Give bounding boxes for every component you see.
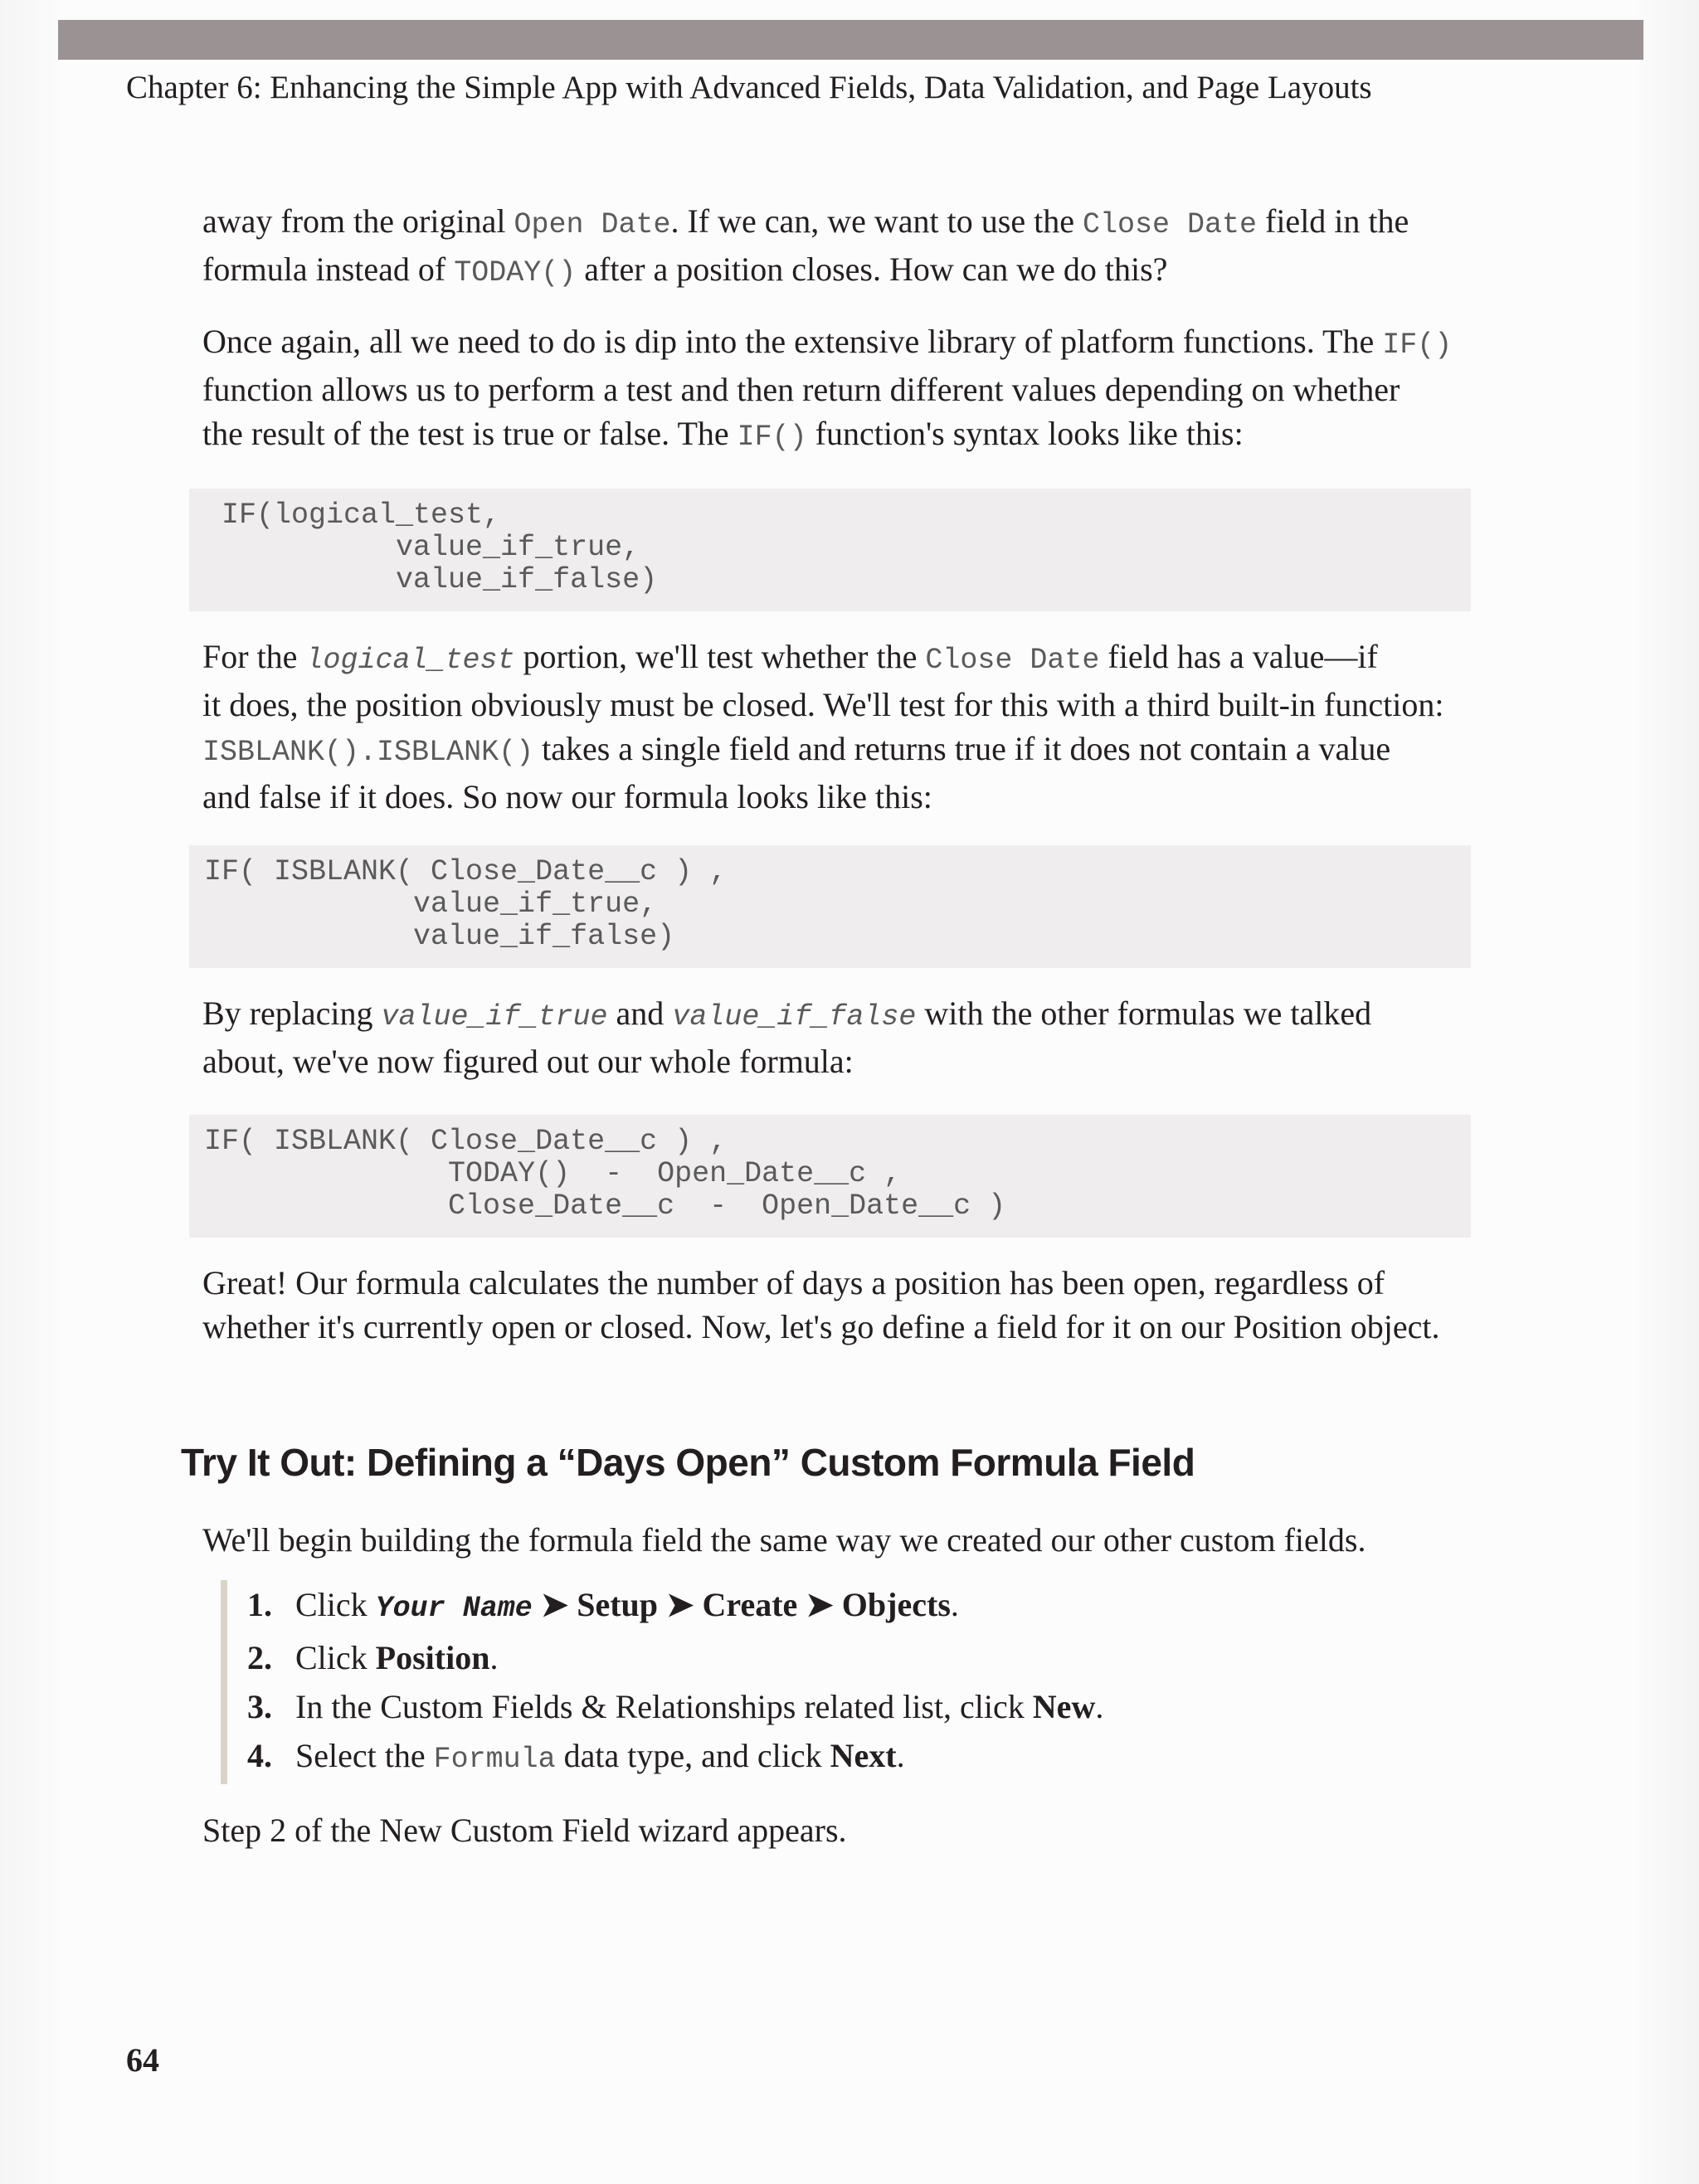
text: field has a value—if	[1099, 638, 1378, 675]
step-number: 1.	[247, 1586, 272, 1623]
paragraph-2	[202, 319, 1463, 460]
text: function's syntax looks like this:	[806, 415, 1244, 452]
text: .	[1095, 1688, 1104, 1725]
paragraph-1	[202, 199, 1463, 295]
text: .	[950, 1586, 959, 1623]
text: In the Custom Fields & Relationships related list, click	[295, 1688, 1033, 1725]
list-item	[247, 1731, 1409, 1784]
text: By replacing	[202, 995, 382, 1032]
ui-label: New	[1032, 1688, 1096, 1725]
text: function allows us to perform a test and then return different values depending on whether	[202, 371, 1400, 408]
text: Step 2 of the New Custom Field wizard appears.	[202, 1812, 847, 1849]
chapter-title: Chapter 6: Enhancing the Simple App with Advanced Fields, Data Validation, and Page Layouts	[126, 70, 1372, 105]
code-inline: Open Date	[514, 208, 671, 241]
text: after a position closes. How can we do this?	[576, 251, 1168, 288]
step-number: 2.	[247, 1639, 272, 1676]
ui-label: Next	[830, 1737, 897, 1774]
list-item	[247, 1633, 1409, 1682]
section-heading: Try It Out: Defining a “Days Open” Custom Formula Field	[181, 1441, 1195, 1484]
code-inline: IF()	[1382, 328, 1453, 362]
code-inline: ISBLANK().	[202, 736, 377, 769]
code-text: IF( ISBLANK( Close_Date__c ) , TODAY() - Open_Date__c , Close_Date__c - Open_Date__c )	[204, 1125, 1006, 1223]
after-steps-text	[202, 1808, 1463, 1852]
menu-path: ➤ Setup ➤ Create ➤ Objects	[532, 1586, 951, 1623]
text: We'll begin building the formula field the same way we created our other custom fields.	[202, 1521, 1366, 1559]
code-inline: ISBLANK()	[377, 736, 534, 769]
code-block-full-formula	[189, 1115, 1471, 1238]
step-number: 3.	[247, 1688, 272, 1725]
text: formula instead of	[202, 251, 455, 288]
text: away from the original	[202, 202, 514, 240]
text: .	[896, 1737, 905, 1774]
paragraph-4	[202, 991, 1463, 1083]
code-inline: TODAY()	[454, 256, 577, 289]
code-inline: Formula	[433, 1743, 556, 1776]
text: Once again, all we need to do is dip into the extensive library of platform functions. The	[202, 323, 1383, 360]
text: it does, the position obviously must be closed. We'll test for this with a third built-in function:	[202, 686, 1444, 723]
text: whether it's currently open or closed. Now, let's go define a field for it on our Position object.	[202, 1308, 1440, 1345]
text: field in the	[1257, 202, 1409, 240]
code-inline: logical_test	[305, 644, 515, 677]
list-item	[247, 1682, 1409, 1731]
text: portion, we'll test whether the	[514, 638, 926, 675]
page-number: 64	[126, 2041, 159, 2079]
ui-label: Position	[375, 1639, 490, 1676]
text: Click	[295, 1639, 376, 1676]
code-inline: value_if_false	[672, 1000, 917, 1034]
text: Select the	[295, 1737, 434, 1774]
text: For the	[202, 638, 306, 675]
step-number: 4.	[247, 1737, 272, 1774]
code-inline: Close Date	[1082, 208, 1257, 241]
text: data type, and click	[555, 1737, 830, 1774]
header-bar	[58, 20, 1643, 60]
code-inline: value_if_true	[381, 1000, 608, 1034]
steps-list	[221, 1580, 1409, 1784]
text: about, we've now figured out our whole formula:	[202, 1043, 854, 1080]
code-block-isblank	[189, 845, 1471, 968]
text: . If we can, we want to use the	[670, 202, 1083, 240]
paragraph-3	[202, 635, 1463, 819]
text: Click	[295, 1586, 376, 1623]
paragraph-5	[202, 1261, 1463, 1349]
text: and false if it does. So now our formula looks like this:	[202, 778, 932, 815]
code-text: IF( ISBLANK( Close_Date__c ) , value_if_true, value_if_false)	[204, 855, 728, 953]
list-item	[247, 1580, 1409, 1633]
text: with the other formulas we talked	[916, 995, 1372, 1032]
text: and	[607, 995, 673, 1032]
section-intro	[202, 1518, 1463, 1562]
text: .	[489, 1639, 499, 1676]
code-inline: IF()	[737, 421, 807, 454]
code-inline: Close Date	[925, 644, 1100, 677]
code-block-if-syntax	[189, 489, 1471, 611]
text: the result of the test is true or false. The	[202, 415, 738, 452]
code-inline: Your Name	[375, 1592, 533, 1625]
code-text: IF(logical_test, value_if_true, value_if_false)	[222, 499, 658, 596]
text: Great! Our formula calculates the number of days a position has been open, regardless of	[202, 1264, 1385, 1301]
text: takes a single field and returns true if it does not contain a value	[533, 730, 1391, 767]
